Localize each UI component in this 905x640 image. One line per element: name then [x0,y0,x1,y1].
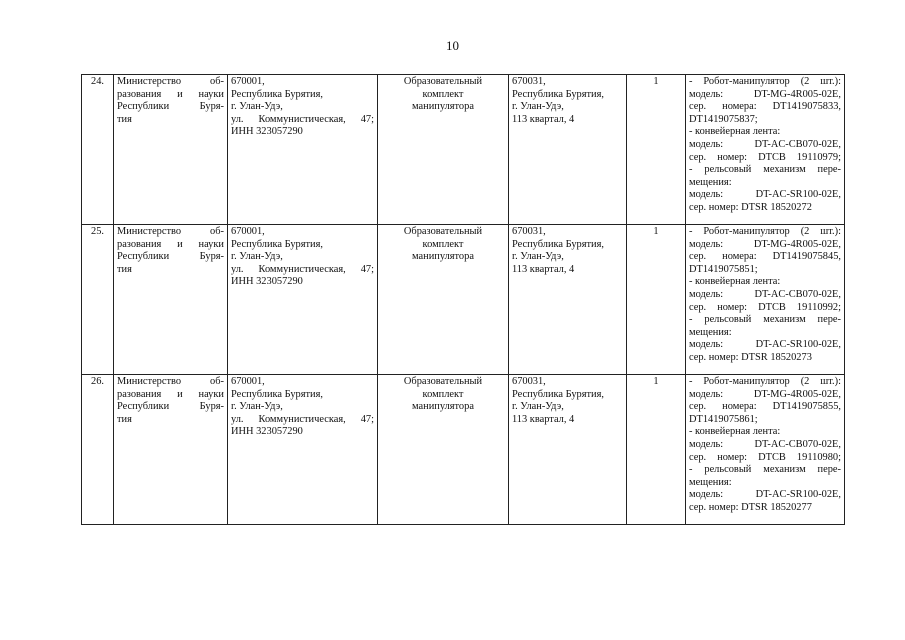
object-line: Образовательный [403,376,483,387]
organization-line: тия [117,263,132,275]
item-line: - Робот-манипулятор (2 шт.): [689,76,841,87]
organization-line: Министерство об- [117,376,224,387]
item-line: - рельсовый механизм пере- [689,314,841,326]
object-line: манипулятора [412,401,474,413]
item-line: DT1419075837; [689,113,758,125]
quantity-cell: 1 [627,225,686,375]
organization-line: Министерство об- [117,76,224,87]
object-line: комплект [422,388,464,400]
organization-line: разования и науки [117,238,224,250]
organization-cell [114,375,228,525]
item-line: - рельсовый механизм пере- [689,464,841,476]
organization-line: Республики Буря- [117,401,224,413]
item-line: сер. номера: DT1419075833, [689,101,841,113]
item-line: модель: DT-AC-CB070-02E, [689,138,841,150]
organization-line: Республики Буря- [117,251,224,263]
address-cell [228,225,378,375]
item-line: модель: DT-MG-4R005-02E, [689,88,841,100]
object-cell [378,75,509,225]
location-line: Республика Бурятия, [512,388,604,400]
quantity-cell: 1 [627,375,686,525]
item-line: модель: DT-MG-4R005-02E, [689,238,841,250]
organization-line: разования и науки [117,388,224,400]
item-line: модель: DT-AC-SR100-02E, [689,189,841,201]
item-line: - Робот-манипулятор (2 шт.): [689,226,841,237]
item-line: модель: DT-AC-SR100-02E, [689,339,841,351]
table-row [82,375,845,525]
item-line: мещения: [689,476,732,488]
location-line: г. Улан-Удэ, [512,101,564,113]
item-line: - конвейерная лента: [689,126,781,138]
item-line: сер. номер: DTSR 18520277 [689,501,812,513]
organization-line: тия [117,113,132,125]
address-line: 670001, [231,376,265,387]
location-line: г. Улан-Удэ, [512,251,564,263]
registry-table [81,74,845,525]
address-line: ИНН 323057290 [231,426,303,438]
items-cell [686,225,845,375]
object-line: Образовательный [403,226,483,237]
row-number: 24. [82,75,114,225]
organization-line: Республики Буря- [117,101,224,113]
location-line: 113 квартал, 4 [512,263,575,275]
item-line: мещения: [689,176,732,188]
item-line: - рельсовый механизм пере- [689,164,841,176]
object-line: комплект [422,238,464,250]
item-line: сер. номер: DTSR 18520272 [689,201,812,213]
location-cell [509,225,627,375]
organization-line: тия [117,413,132,425]
item-line: модель: DT-AC-CB070-02E, [689,438,841,450]
quantity-cell: 1 [627,75,686,225]
location-line: 670031, [512,76,546,87]
location-line: 670031, [512,376,546,387]
location-line: 670031, [512,226,546,237]
item-line: сер. номер: DTSR 18520273 [689,351,812,363]
item-line: мещения: [689,326,732,338]
item-line: модель: DT-AC-CB070-02E, [689,288,841,300]
item-line: DT1419075861; [689,413,758,425]
address-cell [228,75,378,225]
organization-line: Министерство об- [117,226,224,237]
object-cell [378,225,509,375]
object-line: манипулятора [412,251,474,263]
address-line: ИНН 323057290 [231,126,303,138]
address-line: Республика Бурятия, [231,388,323,400]
location-line: 113 квартал, 4 [512,413,575,425]
item-line: сер. номер: DTCB 19110992; [689,301,841,313]
address-cell [228,375,378,525]
object-cell [378,375,509,525]
address-line: ИНН 323057290 [231,276,303,288]
address-line: ул. Коммунистическая, 47; [231,263,374,275]
location-line: г. Улан-Удэ, [512,401,564,413]
table-row [82,75,845,225]
address-line: г. Улан-Удэ, [231,401,283,413]
address-line: Республика Бурятия, [231,88,323,100]
item-line: DT1419075851; [689,263,758,275]
item-line: - конвейерная лента: [689,426,781,438]
address-line: 670001, [231,226,265,237]
item-line: - Робот-манипулятор (2 шт.): [689,376,841,387]
location-line: 113 квартал, 4 [512,113,575,125]
address-line: ул. Коммунистическая, 47; [231,413,374,425]
location-line: Республика Бурятия, [512,88,604,100]
location-cell [509,375,627,525]
address-line: г. Улан-Удэ, [231,101,283,113]
row-number: 25. [82,225,114,375]
item-line: сер. номер: DTCB 19110979; [689,151,841,163]
organization-cell [114,225,228,375]
object-line: комплект [422,88,464,100]
organization-line: разования и науки [117,88,224,100]
address-line: 670001, [231,76,265,87]
item-line: - конвейерная лента: [689,276,781,288]
items-cell [686,375,845,525]
address-line: Республика Бурятия, [231,238,323,250]
object-line: манипулятора [412,101,474,113]
location-line: Республика Бурятия, [512,238,604,250]
table-row [82,225,845,375]
item-line: сер. номер: DTCB 19110980; [689,451,841,463]
item-line: модель: DT-MG-4R005-02E, [689,388,841,400]
row-number: 26. [82,375,114,525]
item-line: сер. номера: DT1419075855, [689,401,841,413]
organization-cell [114,75,228,225]
items-cell [686,75,845,225]
location-cell [509,75,627,225]
item-line: модель: DT-AC-SR100-02E, [689,489,841,501]
address-line: г. Улан-Удэ, [231,251,283,263]
address-line: ул. Коммунистическая, 47; [231,113,374,125]
item-line: сер. номера: DT1419075845, [689,251,841,263]
page-number: 10 [446,38,459,53]
object-line: Образовательный [403,76,483,87]
